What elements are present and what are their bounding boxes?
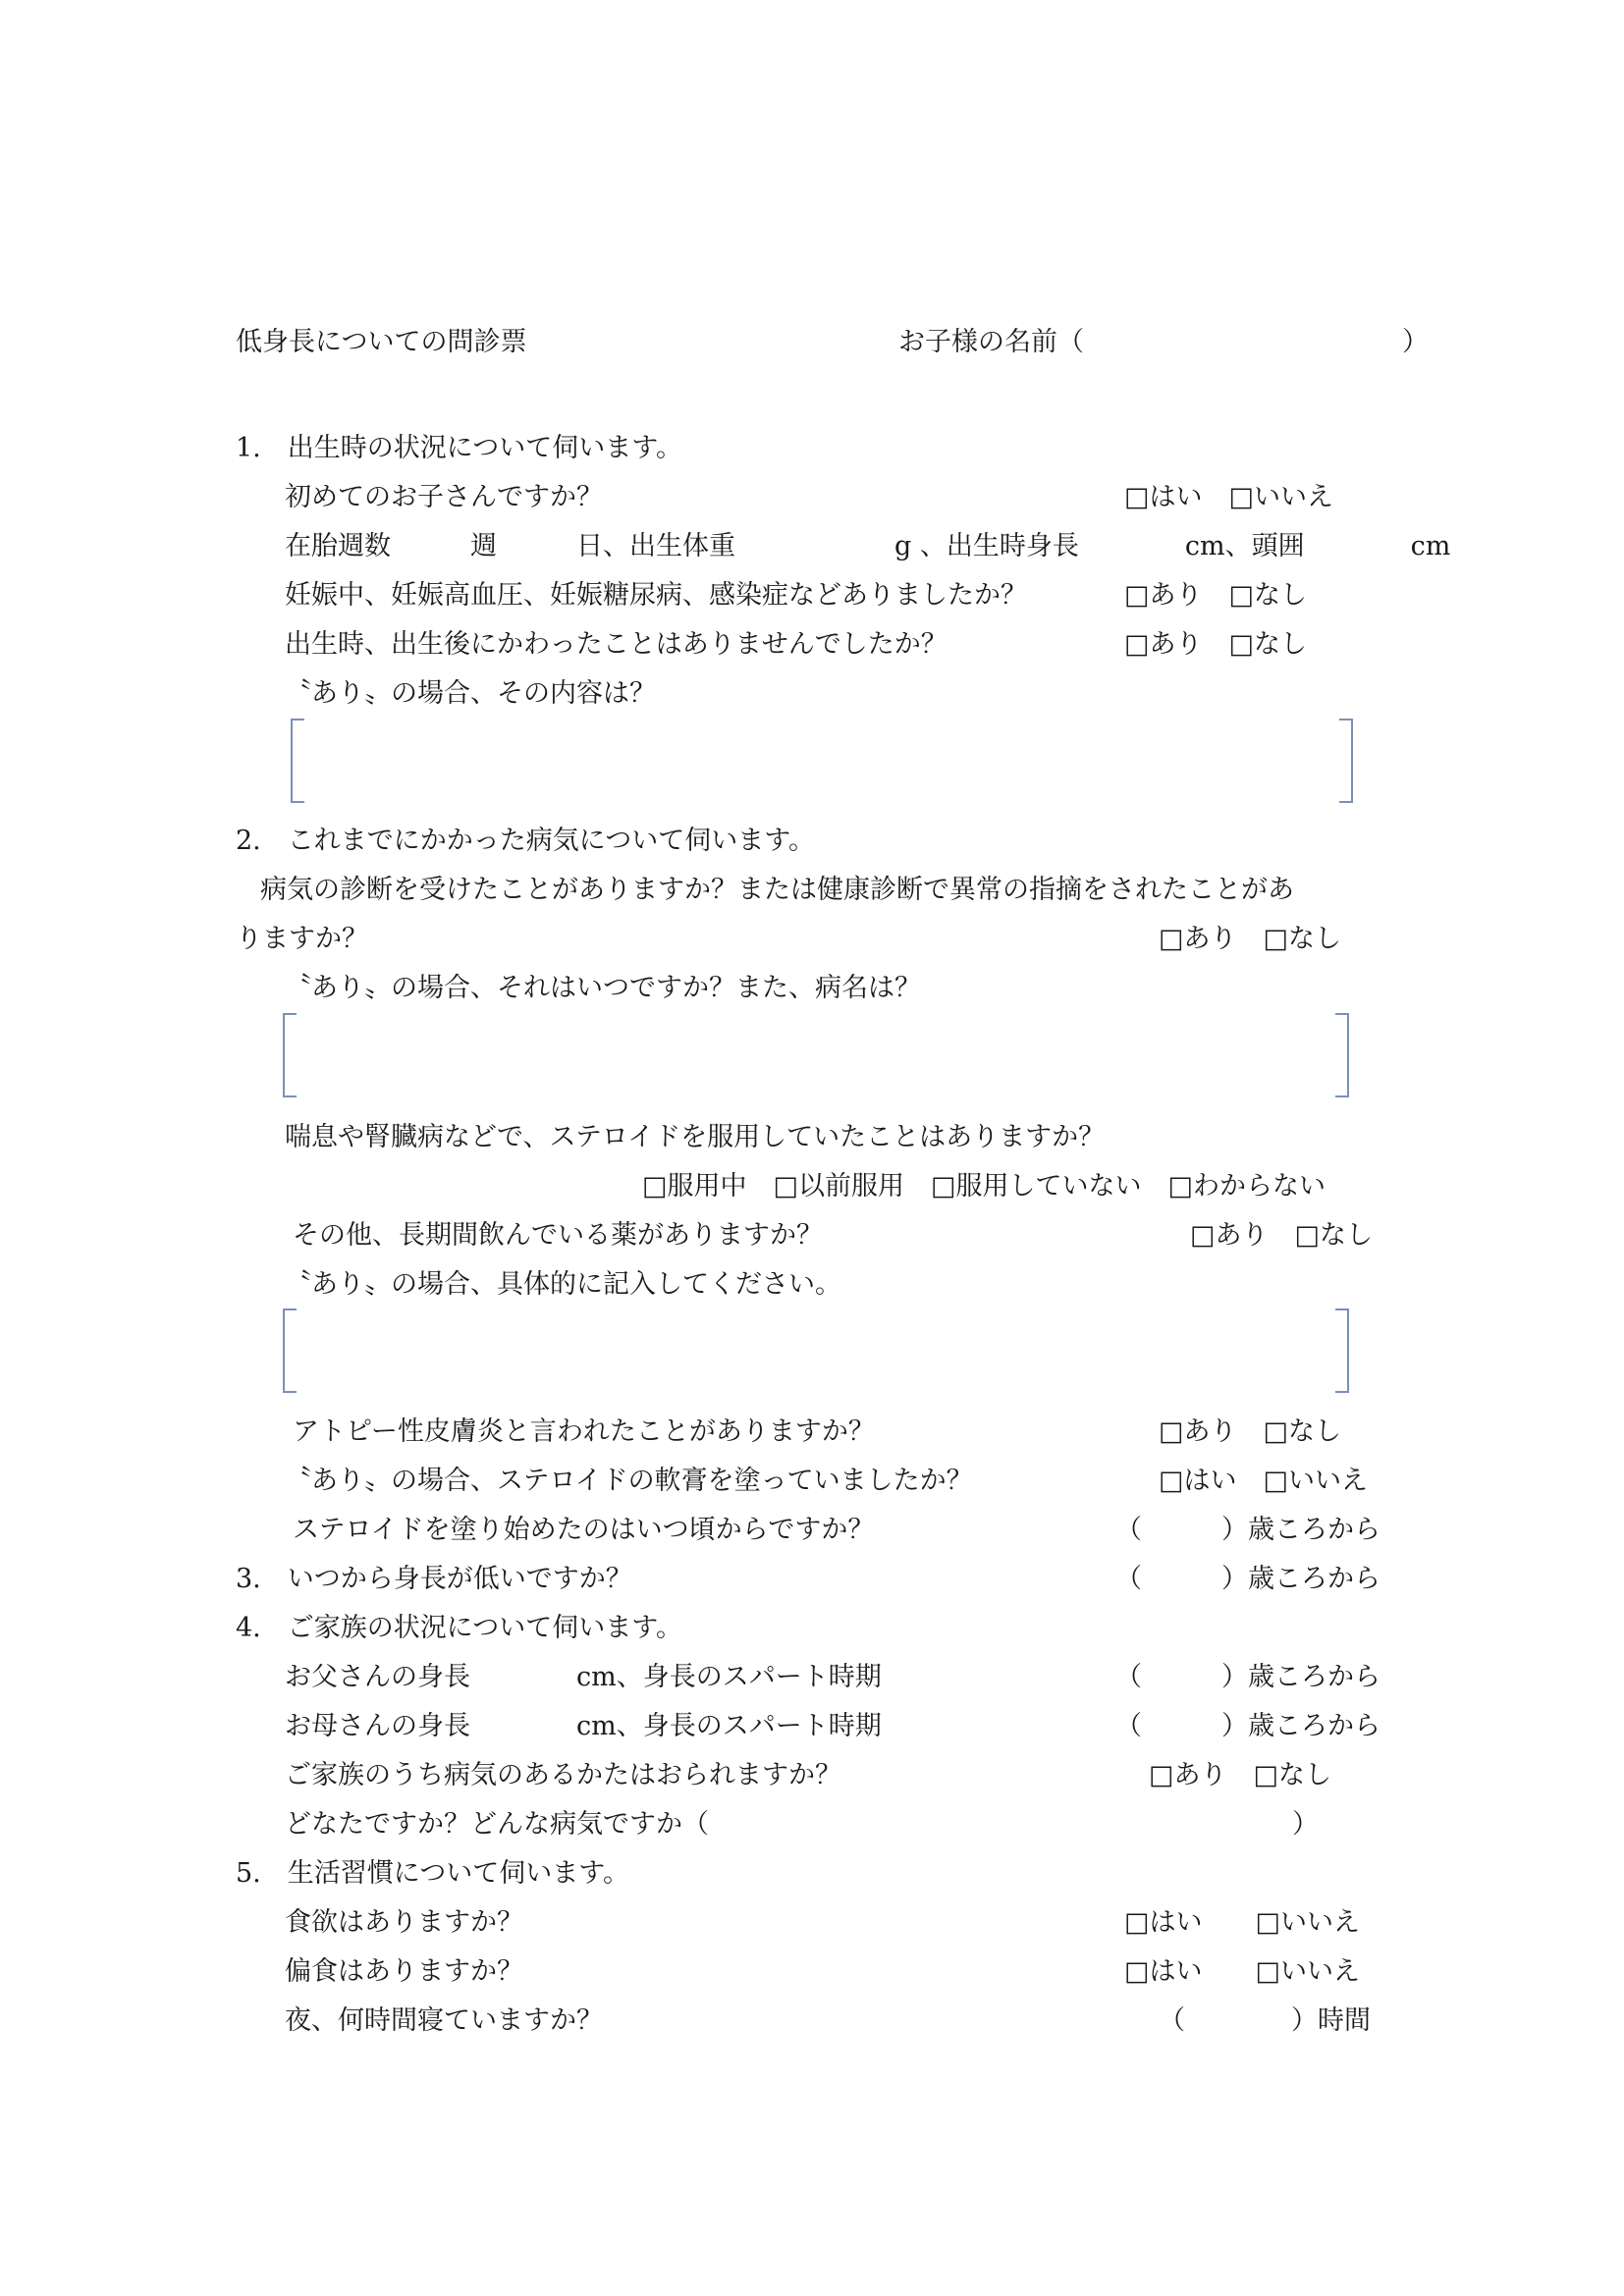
section-2-heading: 2. これまでにかかった病気について伺います。 — [236, 826, 816, 856]
steroid-start-age-field[interactable]: （ ）歳ころから — [1115, 1515, 1380, 1545]
page-title: 低身長についての問診票 — [236, 327, 527, 357]
father-height-field[interactable]: お父さんの身長 cm、身長のスパート時期 — [285, 1662, 882, 1692]
family-illness-question: ご家族のうち病気のあるかたはおられますか？ — [285, 1760, 841, 1790]
picky-eating-question: 偏食はありますか？ — [285, 1956, 523, 1987]
detail-box-left-bracket — [283, 1013, 297, 1097]
diagnosis-question-line2: りますか？ — [236, 924, 368, 954]
birth-abnormality-options[interactable]: □あり □なし — [1124, 629, 1308, 660]
section-5-heading: 5. 生活習慣について伺います。 — [236, 1858, 630, 1889]
diagnosis-detail-prompt: 〝あり〟の場合、それはいつですか？また、病名は？ — [285, 973, 921, 1003]
birth-measurements-fields[interactable]: 在胎週数 週 日、出生体重 g 、出生時身長 cm、頭囲 cm — [285, 531, 1451, 561]
first-child-options[interactable]: □はい □いいえ — [1124, 482, 1334, 512]
pregnancy-complications-options[interactable]: □あり □なし — [1124, 580, 1308, 611]
appetite-question: 食欲はありますか？ — [285, 1907, 523, 1938]
sleep-hours-field[interactable]: （ ）時間 — [1159, 2005, 1371, 2036]
atopic-dermatitis-options[interactable]: □あり □なし — [1159, 1416, 1342, 1447]
father-spurt-age-field[interactable]: （ ）歳ころから — [1115, 1662, 1380, 1692]
section-4-heading: 4. ご家族の状況について伺います。 — [236, 1613, 683, 1643]
mother-height-field[interactable]: お母さんの身長 cm、身長のスパート時期 — [285, 1711, 882, 1741]
detail-box-left-bracket — [291, 719, 304, 803]
family-illness-detail-field[interactable]: どなたですか？どんな病気ですか（ ） — [285, 1809, 1319, 1840]
birth-abnormality-detail-prompt: 〝あり〟の場合、その内容は？ — [285, 678, 656, 709]
picky-eating-options[interactable]: □はい □いいえ — [1124, 1956, 1361, 1987]
first-child-question: 初めてのお子さんですか？ — [285, 482, 603, 512]
appetite-options[interactable]: □はい □いいえ — [1124, 1907, 1361, 1938]
section-1-heading: 1. 出生時の状況について伺います。 — [236, 433, 683, 463]
detail-box-right-bracket — [1335, 1013, 1349, 1097]
detail-box-right-bracket — [1339, 719, 1353, 803]
child-name-field[interactable]: お子様の名前（ ） — [898, 327, 1429, 357]
diagnosis-options[interactable]: □あり □なし — [1159, 924, 1342, 954]
steroid-start-question: ステロイドを塗り始めたのはいつ頃からですか？ — [293, 1515, 875, 1545]
pregnancy-complications-question: 妊娠中、妊娠高血圧、妊娠糖尿病、感染症などありましたか？ — [285, 580, 1027, 611]
detail-box-left-bracket — [283, 1308, 297, 1393]
long-term-medication-options[interactable]: □あり □なし — [1190, 1220, 1374, 1251]
short-stature-onset-field[interactable]: （ ）歳ころから — [1115, 1564, 1380, 1594]
sleep-hours-question: 夜、何時間寝ていますか？ — [285, 2005, 603, 2036]
medication-detail-prompt: 〝あり〟の場合、具体的に記入してください。 — [285, 1269, 841, 1300]
family-illness-options[interactable]: □あり □なし — [1149, 1760, 1332, 1790]
steroid-options[interactable]: □服用中 □以前服用 □服用していない □わからない — [642, 1171, 1326, 1201]
steroid-question: 喘息や腎臓病などで、ステロイドを服用していたことはありますか？ — [285, 1122, 1106, 1152]
steroid-ointment-options[interactable]: □はい □いいえ — [1159, 1466, 1369, 1496]
steroid-ointment-question: 〝あり〟の場合、ステロイドの軟膏を塗っていましたか？ — [285, 1466, 973, 1496]
long-term-medication-question: その他、長期間飲んでいる薬がありますか？ — [293, 1220, 823, 1251]
atopic-dermatitis-question: アトピー性皮膚炎と言われたことがありますか？ — [293, 1416, 875, 1447]
mother-spurt-age-field[interactable]: （ ）歳ころから — [1115, 1711, 1380, 1741]
birth-abnormality-question: 出生時、出生後にかわったことはありませんでしたか？ — [285, 629, 947, 660]
section-3-heading: 3. いつから身長が低いですか？ — [236, 1564, 632, 1594]
detail-box-right-bracket — [1335, 1308, 1349, 1393]
diagnosis-question-line1: 病気の診断を受けたことがありますか？または健康診断で異常の指摘をされたことがあ — [260, 875, 1294, 905]
